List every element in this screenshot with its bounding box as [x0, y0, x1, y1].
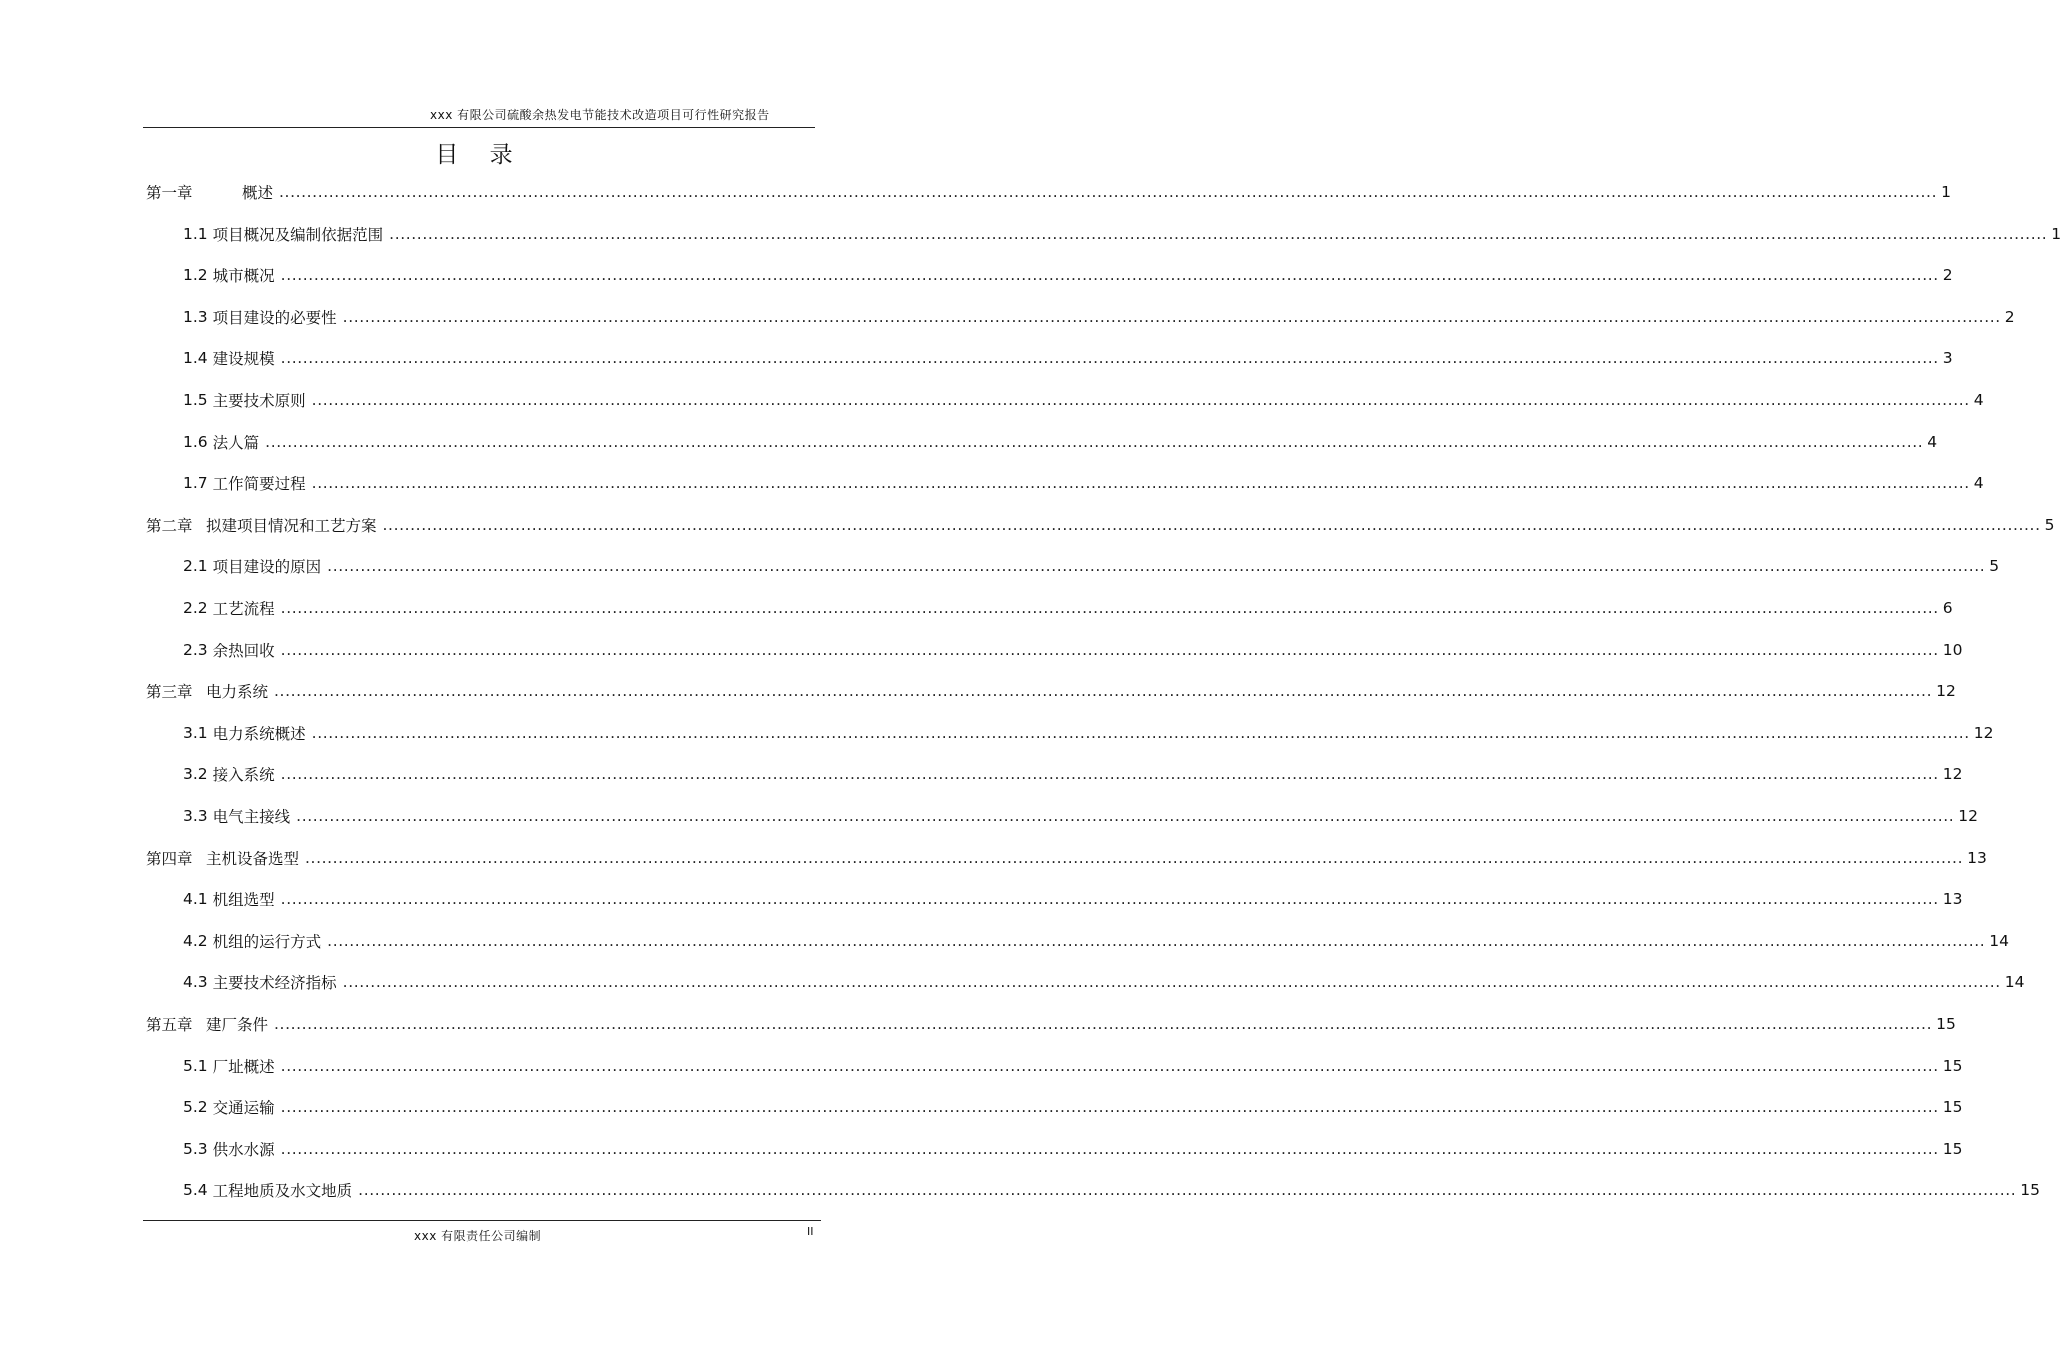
toc-entry-label [183, 264, 275, 286]
toc-entry-page: 12 [1942, 765, 1963, 784]
toc-entry-title: 拟建项目情况和工艺方案 [206, 516, 377, 535]
toc-entry-title: 供水水源 [212, 1140, 275, 1159]
toc-section-entry[interactable] [183, 254, 1953, 296]
toc-entry-label [183, 888, 275, 910]
toc-entry-page: 2 [2004, 307, 2015, 326]
toc-entry-title: 法人篇 [212, 433, 260, 452]
toc-entry-label [146, 1013, 268, 1035]
toc-entry-number: 1.6 [183, 432, 208, 451]
toc-entry-number: 1.1 [183, 224, 208, 243]
toc-chapter-entry[interactable] [146, 171, 1951, 213]
toc-entry-page: 13 [1942, 890, 1963, 909]
toc-entry-page: 4 [1973, 474, 1984, 493]
toc-entry-page: 5 [2044, 515, 2055, 534]
toc-entry-label [183, 722, 306, 744]
toc-leader-dots: ............................................................................................................................................................................................................................................................................................................ [280, 640, 1939, 659]
toc-entry-title: 电力系统 [206, 683, 269, 702]
toc-section-entry[interactable] [183, 379, 1984, 421]
toc-entry-page: 10 [1942, 640, 1963, 659]
toc-entry-label [183, 431, 259, 453]
toc-entry-number: 5.2 [183, 1098, 208, 1117]
toc-section-entry[interactable] [183, 462, 1984, 504]
toc-section-entry[interactable] [183, 587, 1953, 629]
toc-entry-number: 1.3 [183, 307, 208, 326]
toc-entry-label [183, 597, 275, 619]
toc-title: 目 录 [435, 142, 525, 168]
toc-entry-label [183, 639, 275, 661]
toc-entry-label [183, 763, 275, 785]
toc-entry-page: 12 [1936, 682, 1956, 701]
page-number: II [807, 1225, 814, 1238]
toc-entry-title: 机组选型 [212, 891, 275, 910]
toc-section-entry[interactable] [183, 545, 2000, 587]
toc-entry-label [183, 1096, 275, 1118]
toc-leader-dots: ............................................................................................................................................................................................................................................................................................................ [342, 307, 2001, 326]
toc-leader-dots: ............................................................................................................................................................................................................................................................................................................ [382, 515, 2041, 534]
toc-entry-title: 工程地质及水文地质 [212, 1182, 353, 1201]
toc-chapter-entry[interactable] [146, 504, 2055, 546]
toc-leader-dots: ............................................................................................................................................................................................................................................................................................................ [280, 266, 1939, 285]
toc-entry-label [183, 1179, 352, 1201]
toc-section-entry[interactable] [183, 961, 2025, 1003]
toc-entry-number: 1.7 [183, 474, 208, 493]
toc-leader-dots: ............................................................................................................................................................................................................................................................................................................ [358, 1181, 2017, 1200]
toc-entry-page: 12 [1958, 807, 1979, 825]
toc-section-entry[interactable] [183, 878, 1963, 920]
toc-entry-page: 15 [1942, 1056, 1963, 1075]
toc-entry-title: 电力系统概述 [212, 724, 306, 743]
toc-entry-page: 15 [2020, 1181, 2041, 1200]
toc-entry-number: 1.2 [183, 266, 208, 285]
toc-section-entry[interactable] [183, 337, 1953, 379]
toc-entry-label [146, 680, 268, 702]
toc-entry-page: 15 [1942, 1139, 1963, 1158]
toc-entry-page: 14 [1989, 931, 2010, 950]
toc-entry-page: 15 [1942, 1098, 1963, 1117]
toc-entry-label [183, 555, 321, 577]
toc-entry-number: 5.1 [183, 1056, 208, 1075]
toc-entry-title: 接入系统 [212, 766, 275, 785]
toc-entry-title: 建厂条件 [206, 1016, 269, 1034]
toc-entry-label [183, 930, 321, 952]
toc-leader-dots: ............................................................................................................................................................................................................................................................................................................ [280, 765, 1939, 784]
toc-entry-number: 2.1 [183, 557, 208, 576]
toc-entry-number: 1.5 [183, 391, 208, 409]
toc-leader-dots: ............................................................................................................................................................................................................................................................................................................ [280, 1098, 1939, 1117]
toc-entry-page: 6 [1942, 599, 1953, 617]
toc-leader-dots: ............................................................................................................................................................................................................................................................................................................ [305, 848, 1964, 867]
toc-entry-number: 第二章 [146, 516, 193, 535]
toc-entry-number: 5.3 [183, 1139, 208, 1158]
toc-entry-number: 3.2 [183, 765, 208, 784]
toc-leader-dots: ............................................................................................................................................................................................................................................................................................................ [280, 349, 1939, 368]
toc-entry-page: 12 [1973, 723, 1994, 742]
toc-section-entry[interactable] [183, 213, 2061, 255]
toc-entry-page: 14 [2004, 973, 2025, 992]
toc-leader-dots: ............................................................................................................................................................................................................................................................................................................ [274, 1015, 1933, 1033]
toc-leader-dots: ............................................................................................................................................................................................................................................................................................................ [280, 1056, 1939, 1075]
toc-entry-title: 建设规模 [212, 350, 275, 369]
toc-leader-dots: ............................................................................................................................................................................................................................................................................................................ [311, 391, 1970, 409]
toc-entry-number: 1.4 [183, 349, 208, 368]
toc-entry-number: 4.3 [183, 973, 208, 992]
toc-entry-page: 2 [1942, 266, 1953, 285]
toc-entry-label [183, 1055, 275, 1077]
toc-leader-dots: ............................................................................................................................................................................................................................................................................................................ [280, 890, 1939, 909]
footer-rule [143, 1220, 821, 1221]
toc-entry-title: 余热回收 [212, 641, 275, 660]
toc-chapter-entry[interactable] [146, 837, 1987, 879]
toc-section-entry[interactable] [183, 629, 1963, 671]
toc-section-entry[interactable] [183, 1128, 1963, 1170]
toc-entry-label [183, 472, 306, 494]
toc-leader-dots: ............................................................................................................................................................................................................................................................................................................ [311, 723, 1970, 742]
toc-entry-title: 主要技术经济指标 [212, 974, 337, 993]
toc-leader-dots: ............................................................................................................................................................................................................................................................................................................ [296, 807, 1955, 825]
toc-entry-title: 项目概况及编制依据范围 [212, 225, 384, 244]
toc-entry-page: 15 [1936, 1015, 1956, 1033]
toc-entry-title: 项目建设的必要性 [212, 308, 337, 327]
toc-entry-number: 第三章 [146, 683, 193, 702]
toc-leader-dots: ............................................................................................................................................................................................................................................................................................................ [342, 973, 2001, 992]
toc-entry-number: 3.1 [183, 723, 208, 742]
toc-entry-title: 工作简要过程 [212, 475, 306, 494]
toc-entry-label [146, 514, 377, 536]
toc-entry-title: 概述 [242, 184, 274, 202]
toc-entry-page: 1 [2051, 224, 2061, 243]
toc-entry-page: 13 [1967, 848, 1987, 867]
toc-entry-page: 4 [1973, 391, 1984, 409]
toc-section-entry[interactable] [183, 712, 1994, 754]
toc-entry-label [183, 389, 306, 411]
toc-entry-title: 工艺流程 [212, 600, 275, 618]
toc-entry-title: 电气主接线 [212, 808, 291, 826]
toc-section-entry[interactable] [183, 421, 1938, 463]
toc-entry-title: 主要技术原则 [212, 392, 306, 410]
toc-leader-dots: ............................................................................................................................................................................................................................................................................................................ [280, 599, 1939, 617]
toc-entry-number: 第一章 [146, 184, 193, 202]
toc-leader-dots: ............................................................................................................................................................................................................................................................................................................ [389, 224, 2048, 243]
toc-entry-number: 2.2 [183, 599, 208, 617]
toc-entry-number: 3.3 [183, 807, 208, 825]
toc-section-entry[interactable] [183, 753, 1963, 795]
toc-section-entry[interactable] [183, 296, 2015, 338]
toc-section-entry[interactable] [183, 1045, 1963, 1087]
toc-entry-label [183, 223, 383, 245]
toc-entry-label [183, 1138, 275, 1160]
toc-entry-page: 3 [1942, 349, 1953, 368]
toc-entry-label [183, 805, 290, 827]
toc-section-entry[interactable] [183, 1169, 2041, 1211]
toc-chapter-entry[interactable] [146, 1003, 1956, 1045]
toc-leader-dots: ............................................................................................................................................................................................................................................................................................................ [279, 183, 1938, 201]
toc-section-entry[interactable] [183, 1086, 1963, 1128]
toc-entry-title: 厂址概述 [212, 1057, 275, 1076]
toc-leader-dots: ............................................................................................................................................................................................................................................................................................................ [327, 557, 1986, 576]
toc-entry-page: 5 [1989, 557, 2000, 576]
toc-entry-number: 4.1 [183, 890, 208, 909]
toc-entry-title: 主机设备选型 [206, 849, 300, 868]
toc-leader-dots: ............................................................................................................................................................................................................................................................................................................ [265, 432, 1924, 451]
toc-entry-label [146, 181, 273, 203]
toc-entry-title: 项目建设的原因 [212, 558, 322, 577]
running-header: xxx 有限公司硫酸余热发电节能技术改造项目可行性研究报告 [430, 108, 770, 122]
toc-entry-label [146, 847, 299, 869]
toc-leader-dots: ............................................................................................................................................................................................................................................................................................................ [280, 1139, 1939, 1158]
toc-leader-dots: ............................................................................................................................................................................................................................................................................................................ [274, 682, 1933, 701]
toc-entry-title: 交通运输 [212, 1099, 275, 1118]
toc-entry-number: 4.2 [183, 931, 208, 950]
toc-entry-title: 城市概况 [212, 267, 275, 286]
toc-entry-title: 机组的运行方式 [212, 932, 322, 951]
toc-entry-number: 2.3 [183, 640, 208, 659]
toc-entry-number: 第四章 [146, 849, 193, 868]
toc-entry-number: 5.4 [183, 1181, 208, 1200]
toc-entry-page: 1 [1941, 183, 1951, 201]
running-footer: xxx 有限责任公司编制 [414, 1229, 542, 1243]
header-rule [143, 127, 815, 128]
toc-section-entry[interactable] [183, 920, 2010, 962]
toc-section-entry[interactable] [183, 795, 1979, 837]
toc-entry-label [183, 306, 337, 328]
toc-entry-label [183, 347, 275, 369]
toc-chapter-entry[interactable] [146, 670, 1956, 712]
toc-leader-dots: ............................................................................................................................................................................................................................................................................................................ [311, 474, 1970, 493]
toc-entry-page: 4 [1927, 432, 1938, 451]
toc-entry-label [183, 971, 337, 993]
toc-leader-dots: ............................................................................................................................................................................................................................................................................................................ [327, 931, 1986, 950]
toc-entry-number: 第五章 [146, 1016, 193, 1034]
